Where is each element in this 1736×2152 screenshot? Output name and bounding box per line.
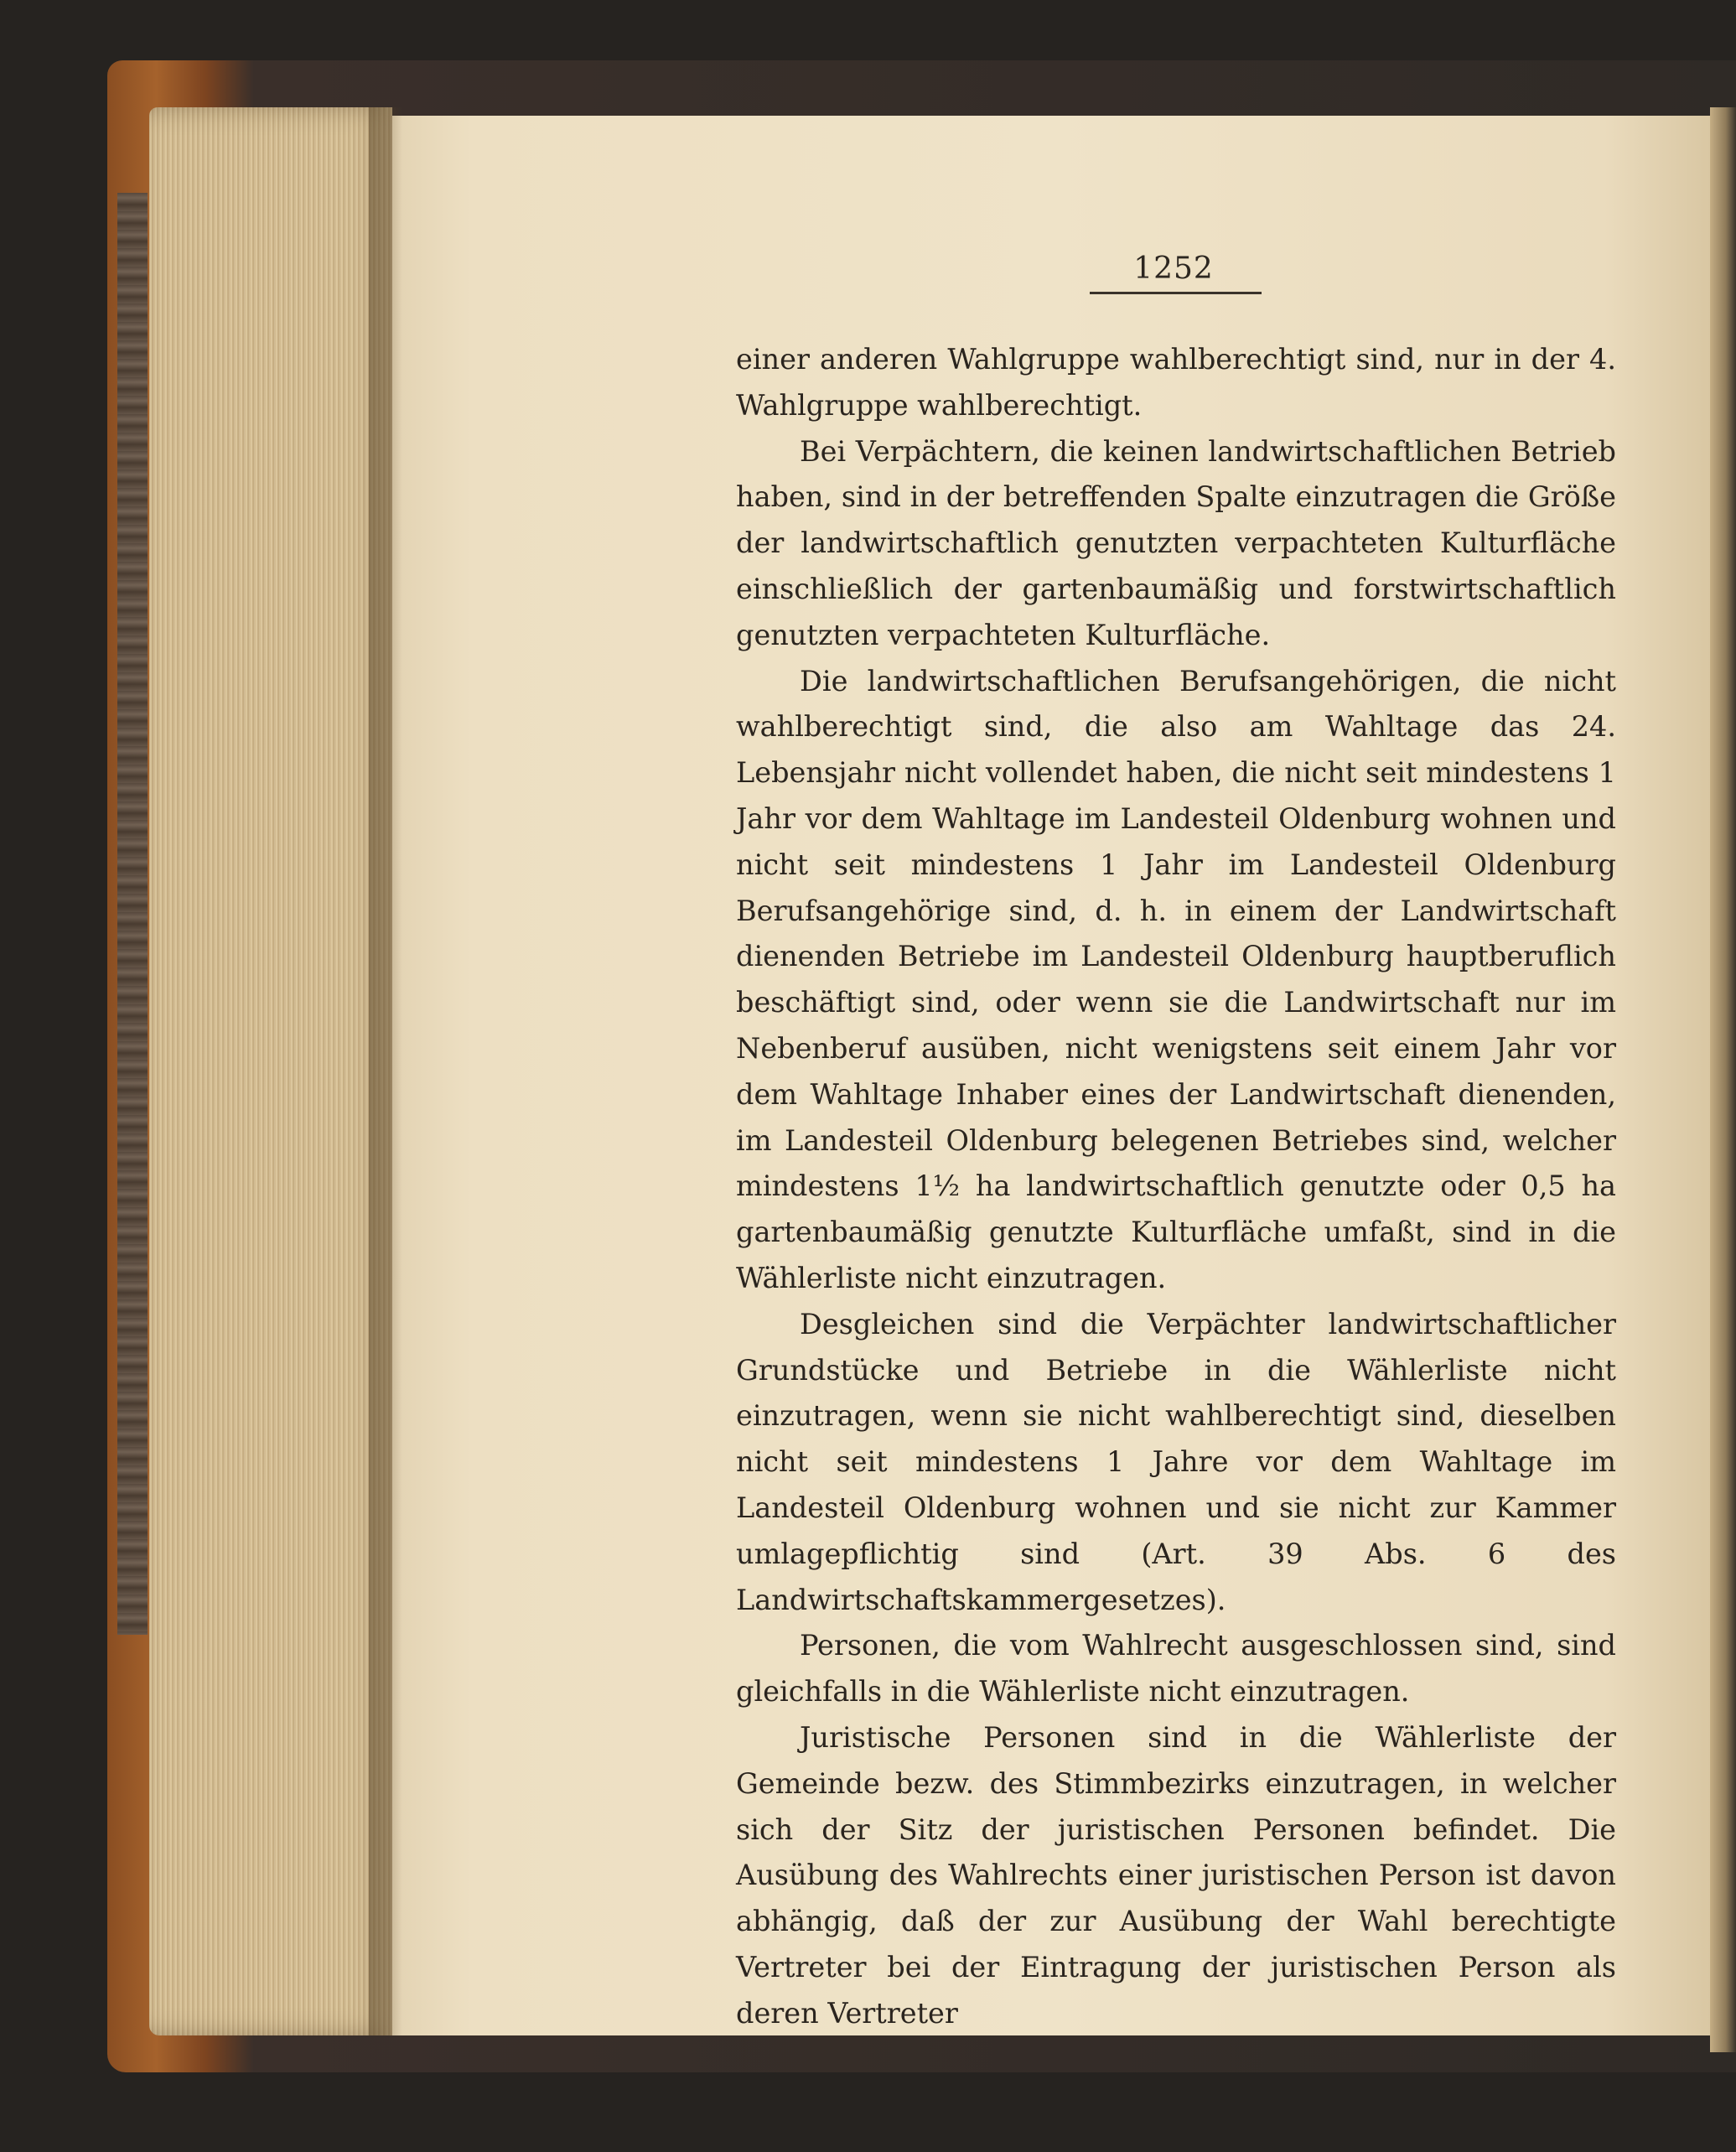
paragraph-3: Die landwirtschaftlichen Berufsangehörigen, die nicht wahlberechtigt sind, die also am Wahltage das 24. Lebensjahr nicht vollendet haben, die nicht seit mindestens 1 Jahr vor dem Wahltage im Landesteil Oldenburg wohnen und nicht seit mindestens 1 Jahr im Landesteil Oldenburg Berufsangehörige sind, d. h. in einem der Landwirtschaft dienenden Betriebe im Landesteil Oldenburg hauptberuflich beschäftigt sind, oder wenn sie die Landwirtschaft nur im Nebenberuf ausüben, nicht wenigstens seit einem Jahr vor dem Wahltage Inhaber eines der Landwirtschaft dienenden, im Landesteil Oldenburg belegenen Betriebes sind, welcher mindestens 1½ ha landwirtschaftlich genutzte oder 0,5 ha gartenbaumäßig genutzte Kulturfläche umfaßt, sind in die Wählerliste nicht einzutragen. [736,664,1616,1294]
header-rule [1090,292,1262,294]
cover-marbling [117,193,148,1635]
page-block-edges [149,107,392,2035]
page-number: 1252 [1133,251,1214,286]
paragraph-6: Juristische Personen sind in die Wählerliste der Gemeinde bezw. des Stimmbezirks einzutragen, in welcher sich der Sitz der juristischen Personen befindet. Die Ausübung des Wahlrechts einer juristischen Person ist davon abhängig, daß der zur Ausübung der Wahl berechtigte Vertreter bei der Eintragung der juristischen Person als deren Vertreter [736,1720,1616,2030]
body-text [736,337,1616,2036]
paragraph-1: einer anderen Wahlgruppe wahlberechtigt sind, nur in der 4. Wahlgruppe wahlberechtigt. [736,343,1616,422]
paragraph-5: Personen, die vom Wahlrecht ausgeschlossen sind, sind gleichfalls in die Wählerliste nicht einzutragen. [736,1629,1616,1709]
facing-page-edge [1710,107,1736,2052]
paragraph-2: Bei Verpächtern, die keinen landwirtschaftlichen Betrieb haben, sind in der betreffenden Spalte einzutragen die Größe der landwirtschaftlich genutzten verpachteten Kulturfläche einschließlich der gartenbaumäßig und forstwirtschaftlich genutzten verpachteten Kulturfläche. [736,434,1616,651]
page-gutter-shadow [369,107,402,2035]
paragraph-4: Desgleichen sind die Verpächter landwirtschaftlicher Grundstücke und Betriebe in die Wählerliste nicht einzutragen, wenn sie nicht wahlberechtigt sind, dieselben nicht seit mindestens 1 Jahre vor dem Wahltage im Landesteil Oldenburg wohnen und sie nicht zur Kammer umlagepflichtig sind (Art. 39 Abs. 6 des Landwirtschaftskammergesetzes). [736,1307,1616,1616]
